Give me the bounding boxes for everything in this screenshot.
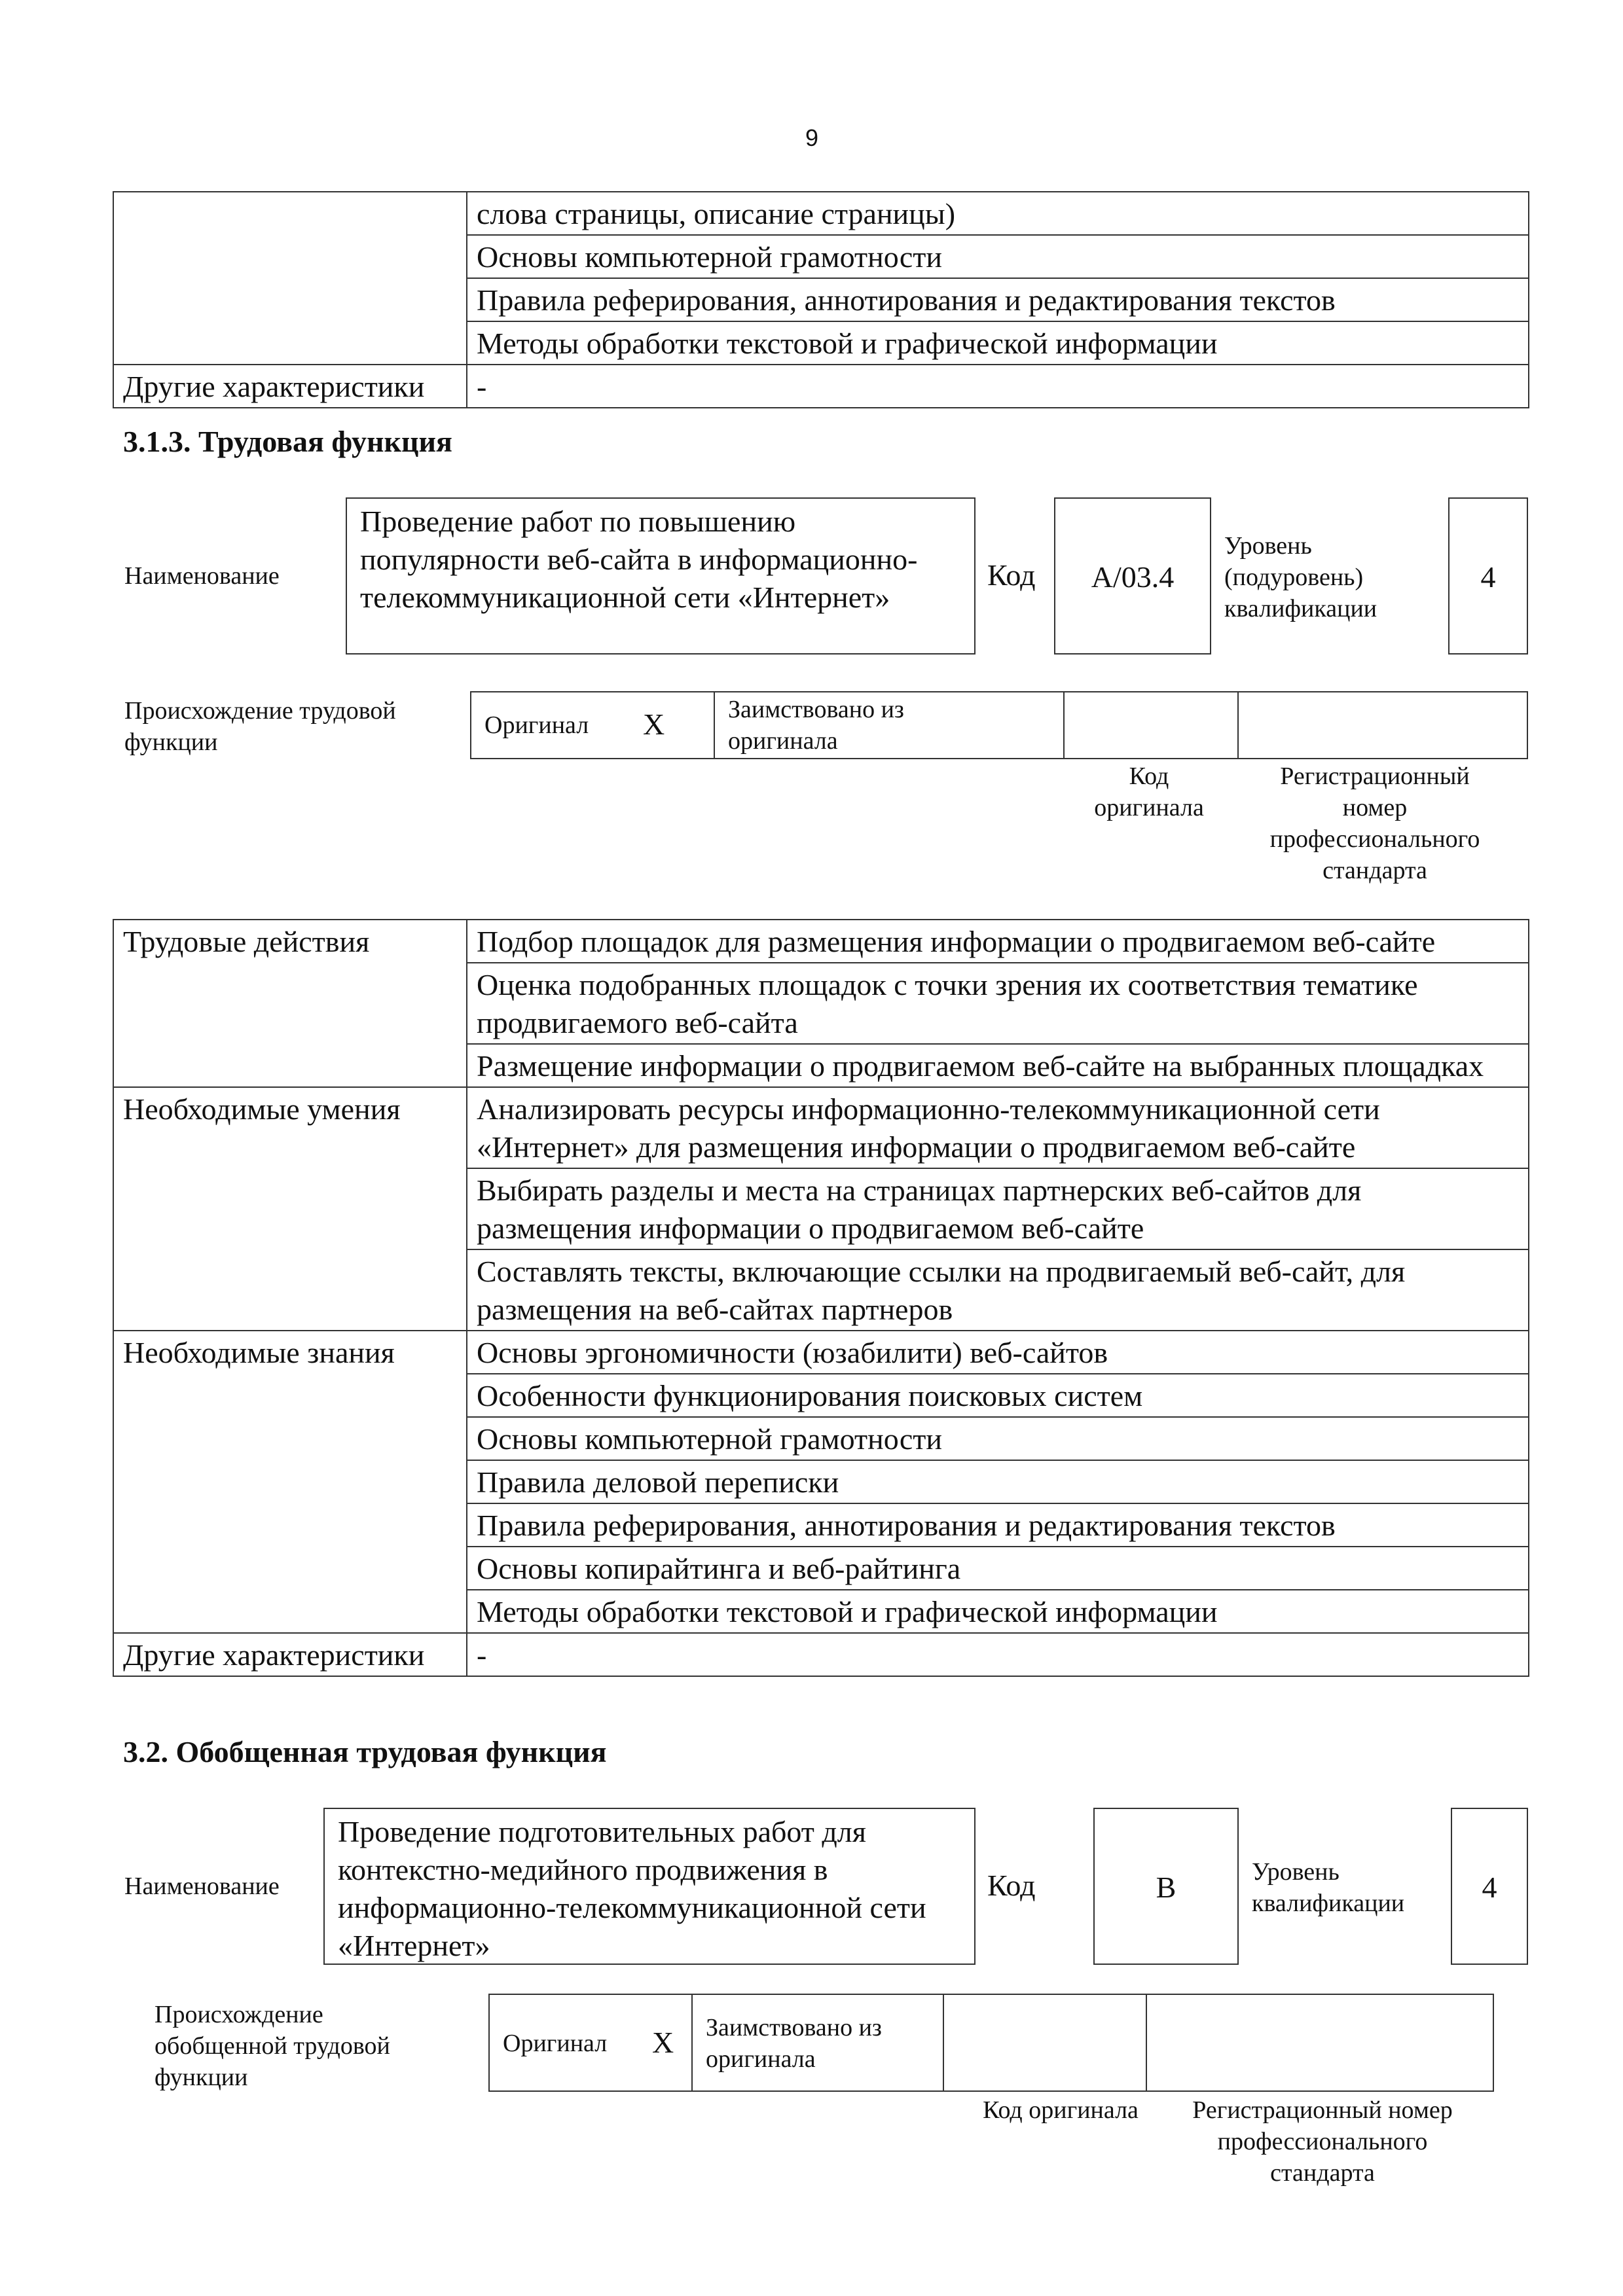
code-value: B	[1156, 1871, 1176, 1904]
origin-divider	[1237, 691, 1239, 759]
empty-label-cell	[113, 192, 467, 365]
level-box	[1451, 1808, 1528, 1965]
origin-divider	[714, 691, 715, 759]
origin-divider	[943, 1994, 944, 2092]
table-row	[113, 1331, 1529, 1374]
code-box	[1054, 497, 1211, 655]
table-cell: Особенности функционирования поисковых систем	[467, 1374, 1529, 1417]
table-cell: Размещение информации о продвигаемом веб-сайте на выбранных площадках	[467, 1044, 1529, 1087]
table-row	[113, 192, 1529, 235]
other-characteristics-value: -	[467, 365, 1529, 408]
reg-number-caption: Регистрационный номер профессионального стандарта	[1269, 762, 1480, 884]
skills-label: Необходимые умения	[113, 1087, 467, 1331]
code-label: Код	[987, 1869, 1036, 1902]
actions-label: Трудовые действия	[113, 920, 467, 1087]
table-row	[113, 1087, 1529, 1168]
origin-divider	[1063, 691, 1065, 759]
borrowed-label: Заимствовано из оригинала	[728, 696, 904, 755]
borrowed-label: Заимствовано из оригинала	[706, 2014, 882, 2073]
table-cell: Выбирать разделы и места на страницах партнерских веб-сайтов для размещения информации о продвигаемом веб-сайте	[467, 1168, 1529, 1249]
original-mark: X	[643, 708, 665, 741]
other-characteristics-label: Другие характеристики	[113, 1633, 467, 1676]
origin-box	[470, 691, 1528, 759]
table-row	[113, 365, 1529, 408]
table-cell: Правила реферирования, аннотирования и редактирования текстов	[467, 1503, 1529, 1547]
code-value: A/03.4	[1091, 560, 1175, 594]
origin-label: Происхождение трудовой функции	[124, 697, 396, 756]
table-cell: Правила реферирования, аннотирования и редактирования текстов	[467, 278, 1529, 321]
origin-divider	[691, 1994, 693, 2092]
level-value: 4	[1480, 560, 1496, 594]
table-cell: Основы копирайтинга и веб-райтинга	[467, 1547, 1529, 1590]
level-value: 4	[1482, 1871, 1497, 1904]
section-heading-313: 3.1.3. Трудовая функция	[123, 425, 452, 458]
origin-box	[488, 1994, 1494, 2092]
original-mark: X	[652, 2026, 674, 2059]
function-name-box	[346, 497, 976, 655]
code-label: Код	[987, 558, 1036, 592]
table-cell: Основы эргономичности (юзабилити) веб-сайтов	[467, 1331, 1529, 1374]
functions-table	[113, 919, 1529, 1677]
original-label: Оригинал	[503, 2030, 608, 2057]
original-label: Оригинал	[484, 711, 589, 739]
table-cell: Правила деловой переписки	[467, 1460, 1529, 1503]
table-cell: Оценка подобранных площадок с точки зрения их соответствия тематике продвигаемого веб-сайта	[467, 963, 1529, 1044]
name-label: Наименование	[124, 562, 280, 590]
table-cell: Анализировать ресурсы информационно-телекоммуникационной сети «Интернет» для размещения информации о продвигаемом веб-сайте	[467, 1087, 1529, 1168]
generalized-function-name: Проведение подготовительных работ для контекстно-медийного продвижения в информационно-телекоммуникационной сети «Интернет»	[338, 1815, 926, 1962]
knowledge-label: Необходимые знания	[113, 1331, 467, 1633]
table-cell: Методы обработки текстовой и графической информации	[467, 1590, 1529, 1633]
code-original-caption: Код оригинала	[1094, 762, 1204, 821]
table-cell: Основы компьютерной грамотности	[467, 235, 1529, 278]
origin-divider	[1146, 1994, 1147, 2092]
table-cell: Подбор площадок для размещения информации о продвигаемом веб-сайте	[467, 920, 1529, 963]
code-box	[1093, 1808, 1239, 1965]
section-heading-32: 3.2. Обобщенная трудовая функция	[123, 1735, 607, 1768]
level-label: Уровень квалификации	[1252, 1858, 1405, 1917]
generalized-function-name-box	[323, 1808, 976, 1965]
table-row	[113, 920, 1529, 963]
table-cell: слова страницы, описание страницы)	[467, 192, 1529, 235]
origin-label: Происхождение обобщенной трудовой функции	[155, 2001, 390, 2091]
level-label: Уровень (подуровень) квалификации	[1224, 532, 1377, 622]
top-table	[113, 191, 1529, 408]
other-characteristics-value: -	[467, 1633, 1529, 1676]
table-cell: Основы компьютерной грамотности	[467, 1417, 1529, 1460]
function-name: Проведение работ по повышению популярности веб-сайта в информационно-телекоммуникационной сети «Интернет»	[360, 505, 918, 614]
reg-number-caption: Регистрационный номер профессионального стандарта	[1192, 2096, 1453, 2187]
code-original-caption: Код оригинала	[983, 2096, 1139, 2124]
table-row	[113, 1633, 1529, 1676]
table-cell: Составлять тексты, включающие ссылки на продвигаемый веб-сайт, для размещения на веб-сайтах партнеров	[467, 1249, 1529, 1331]
level-box	[1448, 497, 1528, 655]
page-number: 9	[805, 124, 819, 151]
other-characteristics-label: Другие характеристики	[113, 365, 467, 408]
table-cell: Методы обработки текстовой и графической информации	[467, 321, 1529, 365]
name-label: Наименование	[124, 1873, 280, 1900]
